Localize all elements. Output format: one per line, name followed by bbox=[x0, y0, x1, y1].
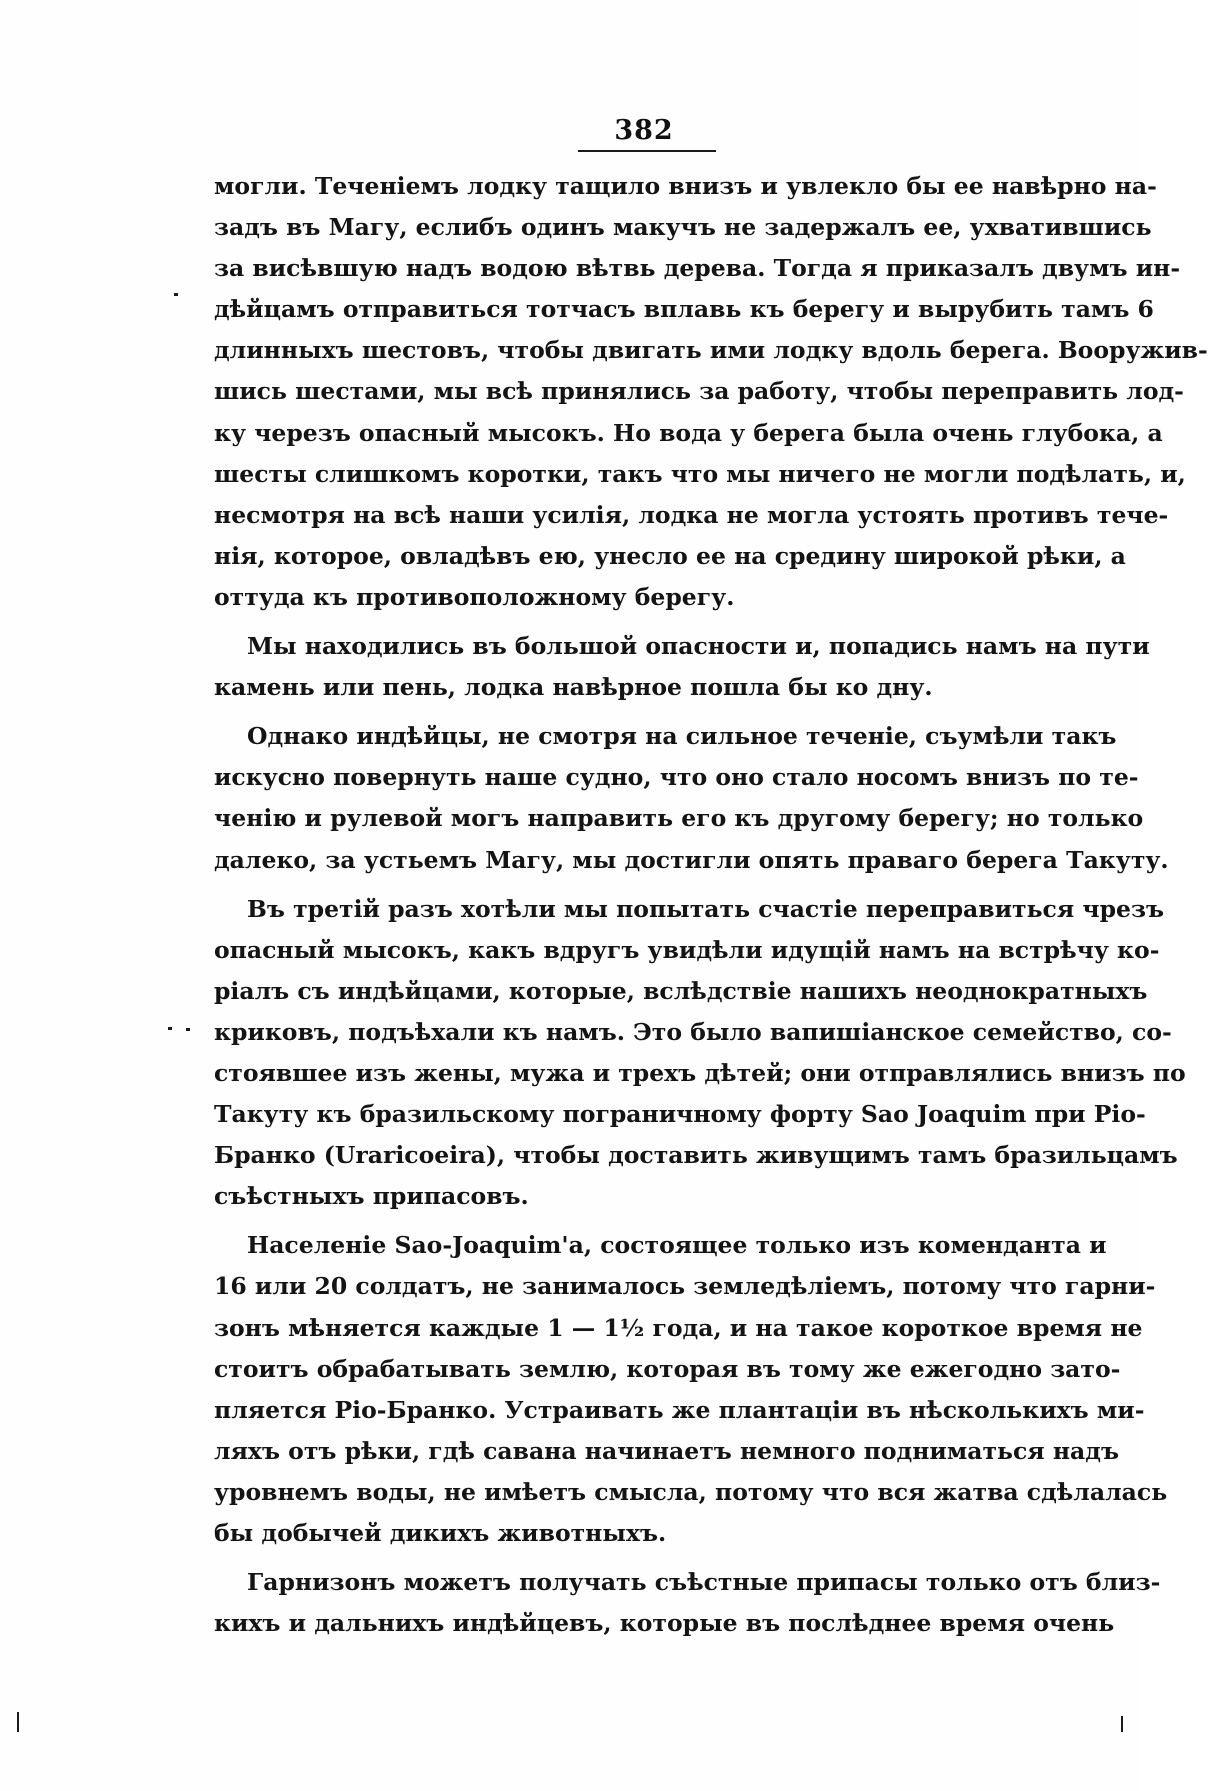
text-line: за висѣвшую надъ водою вѣтвь дерева. Тогда я приказалъ двумъ ин- bbox=[214, 254, 1181, 283]
paragraph-gap bbox=[214, 708, 1083, 716]
text-line: Однако индѣйцы, не смотря на сильное теченіе, съумѣли такъ bbox=[247, 722, 1117, 751]
text-line: шись шестами, мы всѣ принялись за работу, чтобы переправить лод- bbox=[214, 377, 1184, 406]
paragraph bbox=[214, 1225, 1168, 1554]
text-line: Бранко (Uraricoeira), чтобы доставить живущимъ тамъ бразильцамъ bbox=[214, 1141, 1178, 1170]
paragraph-gap bbox=[214, 618, 1083, 626]
text-line: ченію и рулевой могъ направить его къ другому берегу; но только bbox=[214, 804, 1144, 833]
text-line: камень или пень, лодка навѣрное пошла бы ко дну. bbox=[214, 673, 933, 702]
text-line: Гарнизонъ можетъ получать съѣстные припасы только отъ близ- bbox=[247, 1568, 1161, 1597]
paragraph bbox=[214, 889, 1186, 1218]
text-line: ріалъ съ индѣйцами, которые, вслѣдствіе нашихъ неоднократныхъ bbox=[214, 976, 1148, 1005]
paragraph-gap bbox=[214, 1554, 1083, 1562]
text-line: стоявшее изъ жены, мужа и трехъ дѣтей; они отправлялись внизъ по bbox=[214, 1058, 1186, 1087]
margin-mark bbox=[186, 1028, 190, 1031]
text-line: дѣйцамъ отправиться тотчасъ вплавь къ берегу и вырубить тамъ 6 bbox=[214, 295, 1154, 324]
text-line: искусно повернуть наше судно, что оно стало носомъ внизъ по те- bbox=[214, 763, 1139, 792]
text-line: могли. Теченіемъ лодку тащило внизъ и увлекло бы ее навѣрно на- bbox=[214, 172, 1157, 200]
text-line: кихъ и дальнихъ индѣйцевъ, которые въ послѣднее время очень bbox=[214, 1609, 1115, 1638]
text-line: ку черезъ опасный мысокъ. Но вода у берега была очень глубока, а bbox=[214, 418, 1163, 447]
page-number-rule bbox=[578, 150, 716, 152]
paragraph bbox=[214, 626, 1150, 708]
text-line: Населеніе Sao-Joaquim'а, состоящее только изъ коменданта и bbox=[247, 1231, 1107, 1260]
text-line: нія, которое, овладѣвъ ею, унесло ее на средину широкой рѣки, а bbox=[214, 541, 1126, 570]
page-number: 382 bbox=[614, 115, 674, 146]
text-line: несмотря на всѣ наши усилія, лодка не могла устоять противъ тече- bbox=[214, 500, 1169, 529]
text-line: бы добычей дикихъ животныхъ. bbox=[214, 1519, 667, 1547]
margin-mark bbox=[17, 1712, 19, 1732]
paragraph-gap bbox=[214, 881, 1083, 889]
text-line: уровнемъ воды, не имѣетъ смысла, потому что вся жатва сдѣлалась bbox=[214, 1477, 1168, 1506]
text-line: опасный мысокъ, какъ вдругъ увидѣли идущій намъ на встрѣчу ко- bbox=[214, 935, 1160, 964]
text-line: длинныхъ шестовъ, чтобы двигать ими лодку вдоль берега. Вооружив- bbox=[214, 336, 1208, 365]
text-line: ляхъ отъ рѣки, гдѣ савана начинаетъ немного подниматься надъ bbox=[214, 1436, 1119, 1465]
text-line: криковъ, подъѣхали къ намъ. Это было вапишіанское семейство, со- bbox=[214, 1017, 1172, 1046]
text-line: далеко, за устьемъ Магу, мы достигли опять праваго берега Такуту. bbox=[214, 845, 1169, 874]
margin-mark bbox=[1121, 1716, 1123, 1732]
text-line: съѣстныхъ припасовъ. bbox=[214, 1182, 529, 1211]
paragraph bbox=[214, 166, 1208, 618]
text-line: Такуту къ бразильскому пограничному форту Sao Joaquim при Ріо- bbox=[214, 1100, 1146, 1129]
text-line: шесты слишкомъ коротки, такъ что мы ничего не могли подѣлать, и, bbox=[214, 459, 1186, 488]
margin-mark bbox=[174, 293, 178, 296]
margin-mark bbox=[168, 1027, 172, 1030]
text-line: зонъ мѣняется каждые 1 — 1½ года, и на такое короткое время не bbox=[214, 1313, 1143, 1342]
text-line: оттуда къ противоположному берегу. bbox=[214, 582, 735, 611]
text-line: стоитъ обрабатывать землю, которая въ тому же ежегодно зато- bbox=[214, 1354, 1121, 1383]
text-line: 16 или 20 солдатъ, не занималось земледѣліемъ, потому что гарни- bbox=[214, 1272, 1156, 1301]
text-line: Мы находились въ большой опасности и, попадись намъ на пути bbox=[247, 632, 1150, 661]
text-line: пляется Ріо-Бранко. Устраивать же плантаціи въ нѣсколькихъ ми- bbox=[214, 1395, 1145, 1424]
paragraph-gap bbox=[214, 1217, 1083, 1225]
text-line: задъ въ Магу, еслибъ одинъ макучъ не задержалъ ее, ухватившись bbox=[214, 213, 1152, 242]
text-line: Въ третій разъ хотѣли мы попытать счастіе переправиться чрезъ bbox=[247, 894, 1164, 923]
body-text bbox=[214, 166, 1208, 1644]
paragraph bbox=[214, 716, 1169, 880]
paragraph bbox=[214, 1562, 1161, 1644]
